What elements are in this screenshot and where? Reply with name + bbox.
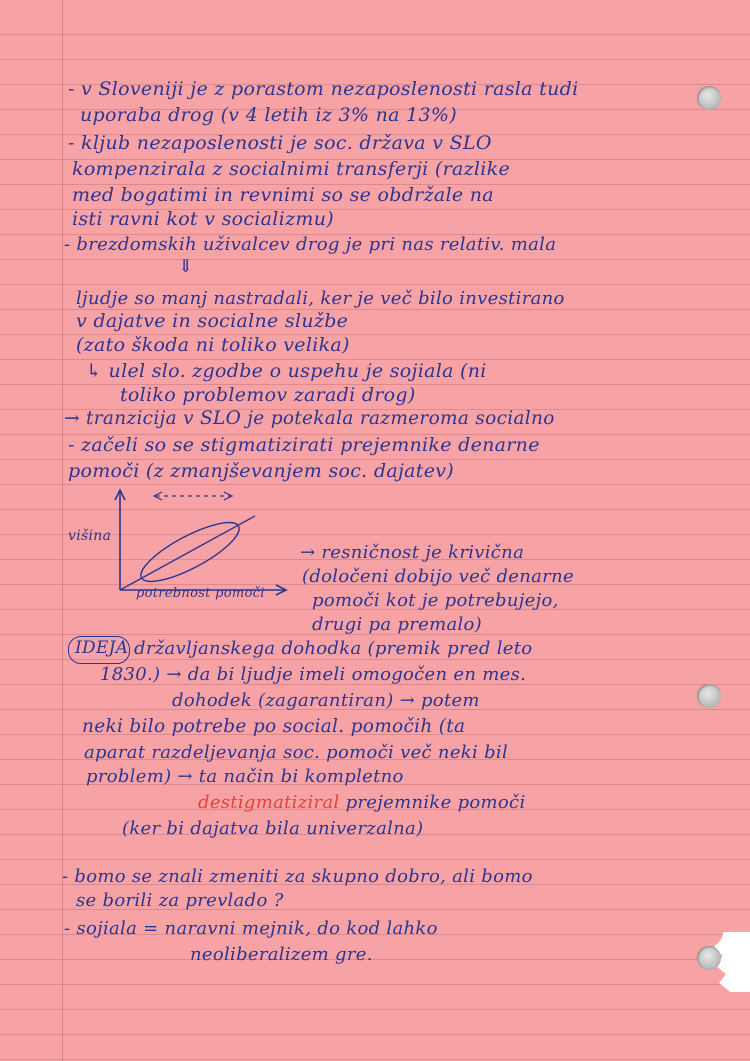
ideja-line: problem) → ta način bi kompletno bbox=[86, 766, 404, 787]
note-line: - sojiala = naravni mejnik, do kod lahko bbox=[64, 918, 438, 939]
note-line: - kljub nezaposlenosti je soc. država v SLO bbox=[68, 132, 492, 154]
note-line: - začeli so se stigmatizirati prejemnike denarne bbox=[68, 434, 540, 456]
punch-hole bbox=[697, 684, 721, 708]
ideja-line: (ker bi dajatva bila univerzalna) bbox=[122, 818, 424, 839]
punch-hole bbox=[697, 86, 721, 110]
graph-note: (določeni dobijo več denarne bbox=[302, 566, 574, 587]
note-line: - bomo se znali zmeniti za skupno dobro, ali bomo bbox=[62, 866, 533, 887]
note-line: pomoči (z zmanjševanjem soc. dajatev) bbox=[68, 460, 454, 482]
note-line: kompenzirala z socialnimi transferji (razlike bbox=[72, 158, 511, 180]
note-line: ↳ ulel slo. zgodbe o uspehu je sojiala (ni bbox=[86, 360, 487, 382]
note-line: ljudje so manj nastradali, ker je več bilo investirano bbox=[76, 288, 565, 309]
graph-note: pomoči kot je potrebujejo, bbox=[312, 590, 559, 611]
note-line: toliko problemov zaradi drog) bbox=[120, 384, 416, 406]
note-line: (zato škoda ni toliko velika) bbox=[76, 334, 350, 356]
note-line: isti ravni kot v socializmu) bbox=[72, 208, 334, 230]
ideja-line bbox=[198, 792, 526, 813]
note-line: med bogatimi in revnimi so se obdržale na bbox=[72, 184, 494, 206]
ideja-line: državljanskega dohodka (premik pred leto bbox=[134, 638, 533, 659]
note-line: → tranzicija v SLO je potekala razmeroma socialno bbox=[64, 408, 555, 429]
graph-y-label: višina bbox=[68, 528, 112, 544]
graph-x-label: potrebnost pomoči bbox=[136, 586, 265, 601]
graph-line bbox=[120, 516, 255, 590]
graph-note: drugi pa premalo) bbox=[312, 614, 482, 635]
ideja-line: aparat razdeljevanja soc. pomoči več neki bil bbox=[84, 742, 509, 763]
graph-note: → resničnost je krivična bbox=[300, 542, 525, 563]
highlighted-word: destigmatiziral bbox=[198, 792, 340, 813]
note-line: - brezdomskih uživalcev drog je pri nas relativ. mala bbox=[64, 234, 557, 255]
down-arrow: ⇓ bbox=[178, 256, 194, 277]
margin-line bbox=[62, 0, 63, 1061]
note-line: - v Sloveniji je z porastom nezaposlenosti rasla tudi bbox=[68, 78, 579, 100]
punch-hole bbox=[697, 946, 721, 970]
ideja-line: dohodek (zagarantiran) → potem bbox=[172, 690, 480, 711]
note-line: neoliberalizem gre. bbox=[190, 944, 373, 965]
ideja-line: neki bilo potrebe po social. pomočih (ta bbox=[82, 716, 466, 737]
ideja-line: 1830.) → da bi ljudje imeli omogočen en mes. bbox=[100, 664, 527, 685]
ideja-line-tail: prejemnike pomoči bbox=[339, 792, 526, 813]
note-line: uporaba drog (v 4 letih iz 3% na 13%) bbox=[80, 104, 457, 126]
note-line: se borili za prevlado ? bbox=[76, 890, 284, 911]
ideja-label: IDEJA bbox=[75, 638, 129, 658]
note-line: v dajatve in socialne službe bbox=[76, 310, 349, 332]
